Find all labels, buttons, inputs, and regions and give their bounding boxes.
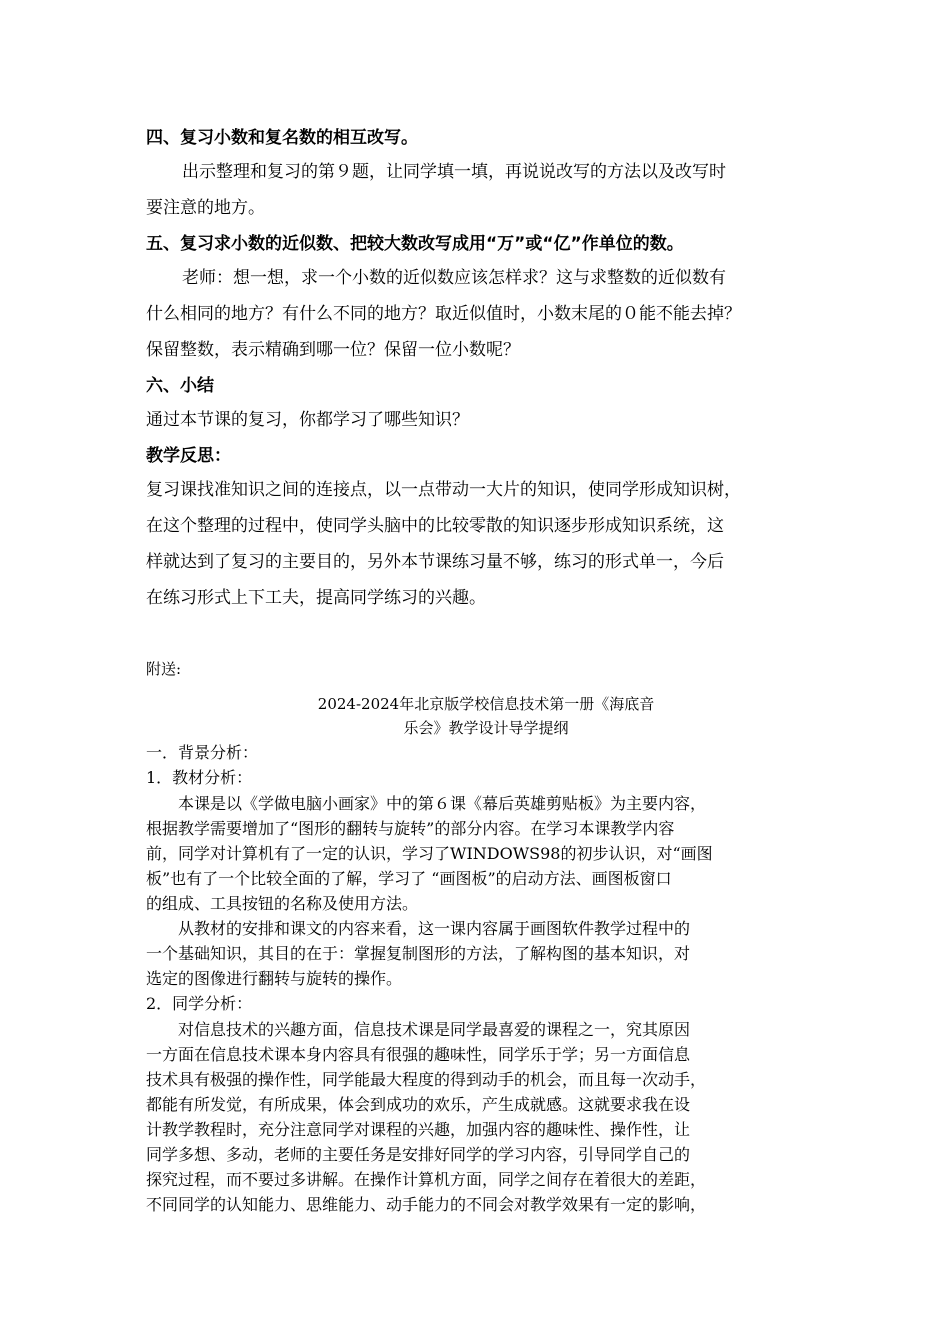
reflection-paragraph-line: 样就达到了复习的主要目的，另外本节课练习量不够，练习的形式单一，今后 (146, 552, 724, 572)
student-paragraph-line: 计教学教程时，充分注意同学对课程的兴趣，加强内容的趣味性、操作性，让 (146, 1120, 691, 1139)
section-4-heading: 四、复习小数和复名数的相互改写。 (146, 128, 418, 148)
student-analysis-heading: 2．同学分析： (146, 994, 253, 1013)
student-paragraph-line: 同学多想、多动，老师的主要任务是安排好同学的学习内容，引导同学自己的 (146, 1145, 691, 1164)
reflection-heading: 教学反思： (146, 446, 231, 466)
section-5-heading: 五、复习求小数的近似数、把较大数改写成用“万”或“亿”作单位的数。 (146, 234, 684, 254)
student-paragraph-line: 都能有所发觉，有所成果，体会到成功的欢乐，产生成就感。这就要求我在设 (146, 1095, 691, 1114)
reflection-paragraph-line: 在练习形式上下工夫，提高同学练习的兴趣。 (146, 588, 486, 608)
appendix-label: 附送: (146, 660, 182, 678)
material-paragraph-line: 选定的图像进行翻转与旋转的操作。 (146, 969, 403, 988)
appendix-title-line: 乐会》教学设计导学提纲 (403, 719, 569, 737)
student-paragraph-line: 对信息技术的兴趣方面，信息技术课是同学最喜爱的课程之一，究其原因 (178, 1020, 691, 1039)
reflection-paragraph-line: 复习课找准知识之间的连接点，以一点带动一大片的知识，使同学形成知识树， (146, 480, 741, 500)
student-paragraph-line: 不同同学的认知能力、思维能力、动手能力的不同会对教学效果有一定的影响， (146, 1195, 707, 1214)
section-6-heading: 六、小结 (146, 376, 214, 396)
section-5-paragraph-line: 老师：想一想，求一个小数的近似数应该怎样求？这与求整数的近似数有 (182, 268, 726, 288)
student-paragraph-line: 技术具有极强的操作性，同学能最大程度的得到动手的机会，而且每一次动手， (146, 1070, 707, 1089)
material-paragraph-line: 本课是以《学做电脑小画家》中的第６课《幕后英雄剪贴板》为主要内容， (178, 794, 707, 813)
section-4-paragraph-line: 出示整理和复习的第９题，让同学填一填，再说说改写的方法以及改写时 (182, 162, 726, 182)
material-paragraph-line: 从教材的安排和课文的内容来看，这一课内容属于画图软件教学过程中的 (178, 919, 691, 938)
material-paragraph-line: 根据教学需要增加了“图形的翻转与旋转”的部分内容。在学习本课教学内容 (146, 819, 675, 838)
material-paragraph-line: 的组成、工具按钮的名称及使用方法。 (146, 894, 419, 913)
background-heading: 一．背景分析： (146, 743, 259, 762)
section-5-paragraph-line: 什么相同的地方？有什么不同的地方？取近似值时，小数末尾的０能不能去掉？ (146, 304, 741, 324)
reflection-paragraph-line: 在这个整理的过程中，使同学头脑中的比较零散的知识逐步形成知识系统，这 (146, 516, 724, 536)
material-analysis-heading: 1．教材分析： (146, 768, 253, 787)
section-5-paragraph-line: 保留整数，表示精确到哪一位？保留一位小数呢？ (146, 340, 520, 360)
student-paragraph-line: 一方面在信息技术课本身内容具有很强的趣味性，同学乐于学；另一方面信息 (146, 1045, 691, 1064)
material-paragraph-line: 板”也有了一个比较全面的了解，学习了 “画图板”的启动方法、画图板窗口 (146, 869, 672, 888)
appendix-title-line: 2024-2024年北京版学校信息技术第一册《海底音 (317, 695, 655, 713)
student-paragraph-line: 探究过程，而不要过多讲解。在操作计算机方面，同学之间存在着很大的差距， (146, 1170, 707, 1189)
section-6-paragraph: 通过本节课的复习，你都学习了哪些知识？ (146, 410, 469, 430)
material-paragraph-line: 一个基础知识，其目的在于：掌握复制图形的方法，了解构图的基本知识，对 (146, 944, 691, 963)
section-4-paragraph-line: 要注意的地方。 (146, 198, 265, 218)
material-paragraph-line: 前，同学对计算机有了一定的认识，学习了WINDOWS98的初步认识，对“画图 (146, 844, 713, 863)
